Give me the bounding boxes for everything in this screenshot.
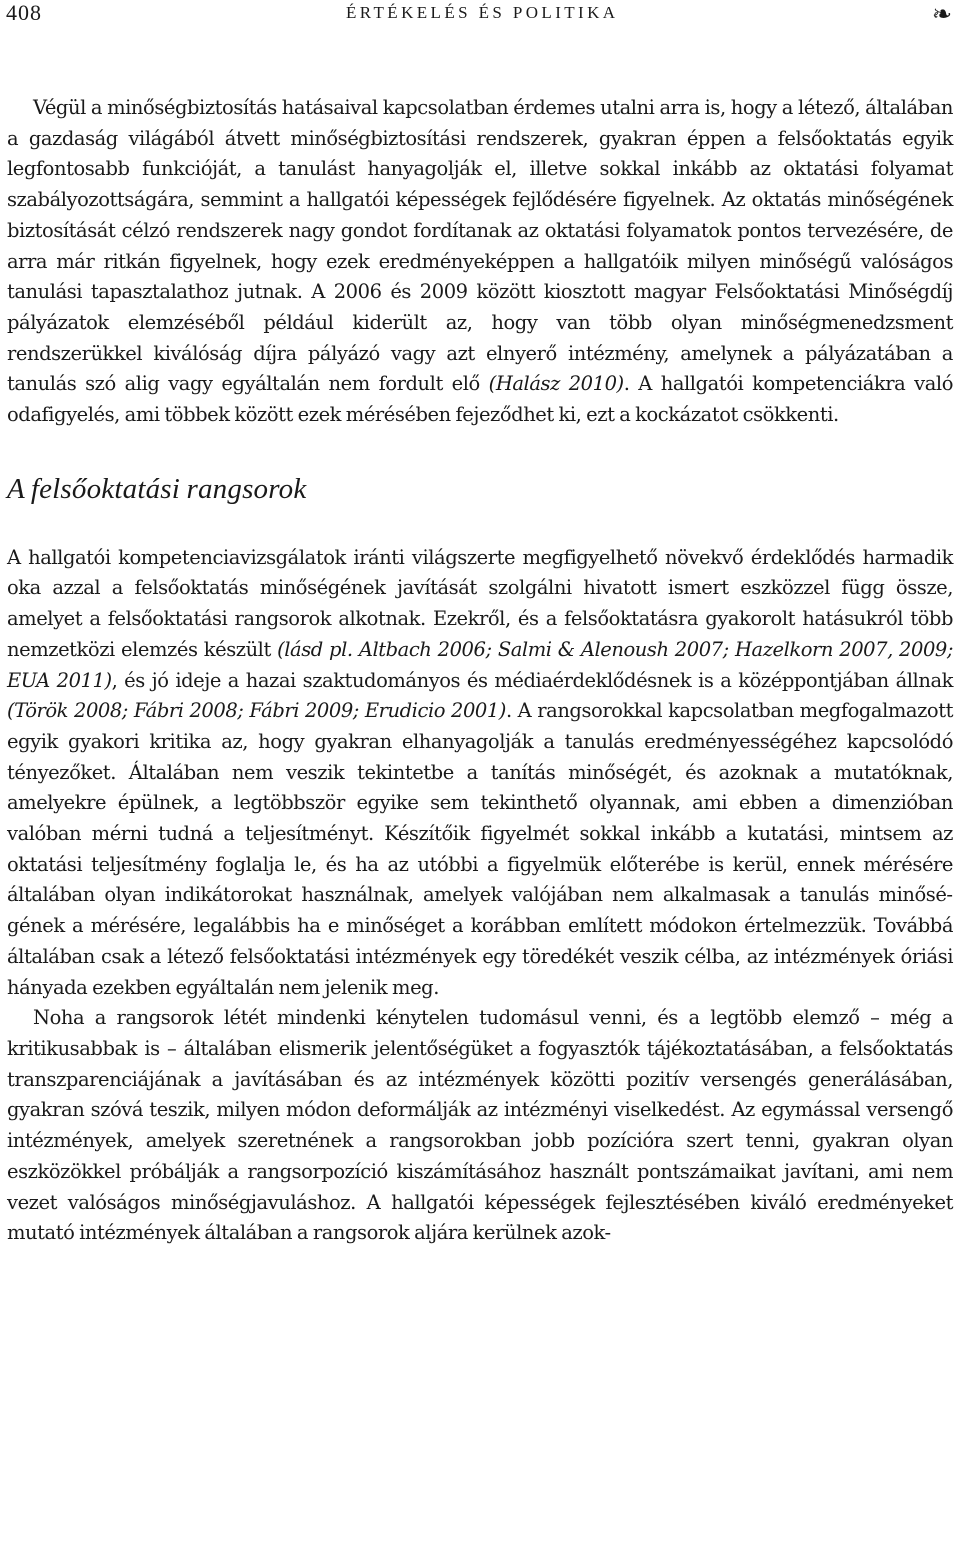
- paragraph-rankings-intro: [7, 543, 953, 1004]
- running-header: [0, 0, 960, 30]
- paragraph-rankings-criticism: Noha a rangsorok létét mindenki kénytelen tudomásul venni, és a legtöbb elemző – még a kritikusabbak is – általában elismerik jelentőségüket a fogyasztók tájékoztatásában, a felsőoktatás transzparenciájának a javításában és az intézmények közötti pozitív versengés generálásában, gyakran szóvá teszik, milyen módon deformálják az intézményi viselkedést. Az egymással versengő intézmények, amelyek szeretnének a rangsorokban jobb pozícióra szert tenni, gyakran olyan eszközökkel próbálják a rangsorpozíció kiszámításához használt pontszámaikat javítani, ami nem vezet valóságos minőségjavuláshoz. A hallgatói képességek fejlesztésében kiváló eredményeket mutató intézmények általában a rangsorok aljára kerülnek azok-: [7, 1006, 953, 1245]
- fleuron-ornament-icon: ❧: [931, 0, 952, 28]
- body-text: [7, 93, 953, 1249]
- page-number: 408: [6, 0, 42, 25]
- paragraph-text: . A rangsorokkal kapcsolatban megfogalmazott egyik gyakori kritika az, hogy gyakran elhanyagolják a tanulás eredményességéhez kapcsolódó tényezőket. Általában nem veszik tekintetbe a tanítás minőségét, és azoknak a mutatóknak, amelyekre épülnek, a legtöbbször egyike sem tekinthető olyannak, ami ebben a dimenzióban valóban mérni tudná a teljesítményt. Készítőik figyelmét sokkal inkább a kutatási, mintsem az oktatási teljesítmény foglalja le, és ha az utóbbi a figyelmük előterébe is kerül, ennek mérésére általában olyan indikátorokat használnak, amelyek valójában nem alkalmasak a tanulás minőségének a mérésére, legalábbis ha e minőséget a korábban említett módokon értelmezzük. Továbbá általában csak a létező felsőoktatási intézmények egy töredékét veszik célba, az intézmények óriási hányada ezekben egyáltalán nem jelenik meg.: [7, 699, 953, 999]
- citation: (Török 2008; Fábri 2008; Fábri 2009; Erudicio 2001): [7, 699, 506, 723]
- paragraph-text: A hallgatói kompetenciavizsgálatok iránti világszerte megfigyelhető növekvő érdeklődés harmadik oka azzal a felsőoktatás minőségének javítását szolgálni hivatott ismert eszközzel függ össze, amelyet a felsőoktatási rangsorok alkotnak. Ezekről, és a felsőoktatásra gyakorolt hatásukról több nemzetközi elemzés készült: [7, 545, 953, 661]
- citation: (Halász 2010): [488, 372, 624, 396]
- running-title: ÉRTÉKELÉS ÉS POLITIKA: [346, 3, 619, 22]
- paragraph-text: , és jó ideje a hazai szaktudományos és médiaérdeklődésnek is a középpontjában állnak: [111, 668, 953, 692]
- paragraph-text: Végül a minőségbiztosítás hatásaival kapcsolatban érdemes utalni arra is, hogy a létező, általában a gazdaság világából átvett minőségbiztosítási rendszerek, gyakran éppen a felsőoktatás egyik legfontosabb funkcióját, a tanulást hanyagolják el, illetve sokkal inkább az oktatási folyamat szabályozottságára, semmint a hallgatói képességek fejlődésére figyelnek. Az oktatás minőségének biztosítását célzó rendszerek nagy gondot fordítanak az oktatási folyamatok pontos tervezésére, de arra már ritkán figyelnek, hogy ezek eredményeképpen a hallgatóik milyen minőségű valóságos tanulási tapasztalathoz jutnak. A 2006 és 2009 között kiosztott magyar Felsőoktatási Minőségdíj pályázatok elemzéséből például kiderült az, hogy van több olyan minőségmenedzsment rendszerükkel kiválóság díjra pályázó vagy azt elnyerő intézmény, amelynek a pályázatában a tanulás szó alig vagy egyáltalán nem fordult elő: [7, 96, 953, 396]
- section-heading: A felsőoktatási rangsorok: [7, 472, 307, 505]
- paragraph-quality-assurance: [7, 93, 953, 431]
- citation: (lásd pl. Altbach 2006; Salmi & Alenoush 2007; Hazelkorn 2007, 2009; EUA 2011): [7, 637, 954, 692]
- paragraph-text: . A hallgatói kompetenciákra való odafigyelés, ami többek között ezek mérésében fejeződhet ki, ezt a kockázatot csökkenti.: [7, 372, 953, 427]
